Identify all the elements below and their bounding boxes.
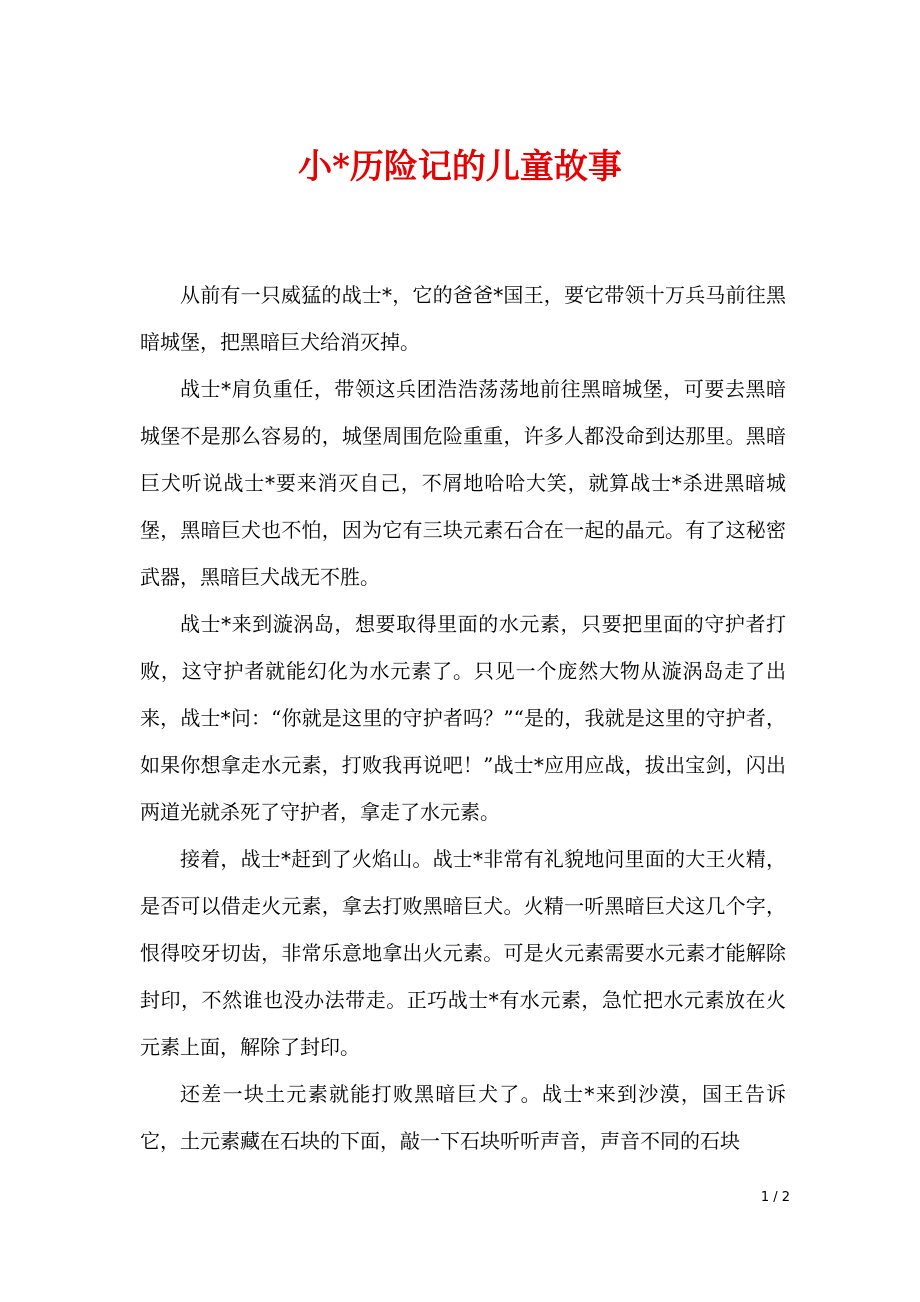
page-number: 1 / 2 <box>760 1190 790 1205</box>
document-body <box>140 272 786 1192</box>
document-title: 小*历险记的儿童故事 <box>298 147 622 187</box>
paragraph-3: 战士*来到漩涡岛，想要取得里面的水元素，只要把里面的守护者打败，这守护者就能幻化为水元素了。只见一个庞然大物从漩涡岛走了出来，战士*问：“你就是这里的守护者吗？”“是的，我就是这里的守护者，如果你想拿走水元素，打败我再说吧！”战士*应用应战，拔出宝剑，闪出两道光就杀死了守护者，拿走了水元素。 <box>140 612 786 824</box>
paragraph-1: 从前有一只威猛的战士*，它的爸爸*国王，要它带领十万兵马前往黑暗城堡，把黑暗巨犬给消灭掉。 <box>140 283 786 354</box>
paragraph-5: 还差一块土元素就能打败黑暗巨犬了。战士*来到沙漠，国王告诉它，土元素藏在石块的下面，敲一下石块听听声音，声音不同的石块 <box>140 1082 786 1153</box>
paragraph-2: 战士*肩负重任，带领这兵团浩浩荡荡地前往黑暗城堡，可要去黑暗城堡不是那么容易的，城堡周围危险重重，许多人都没命到达那里。黑暗巨犬听说战士*要来消灭自己，不屑地哈哈大笑，就算战士*杀进黑暗城堡，黑暗巨犬也不怕，因为它有三块元素石合在一起的晶元。有了这秘密武器，黑暗巨犬战无不胜。 <box>140 377 786 589</box>
paragraph-4: 接着，战士*赶到了火焰山。战士*非常有礼貌地问里面的大王火精，是否可以借走火元素，拿去打败黑暗巨犬。火精一听黑暗巨犬这几个字，恨得咬牙切齿，非常乐意地拿出火元素。可是火元素需要水元素才能解除封印，不然谁也没办法带走。正巧战士*有水元素，急忙把水元素放在火元素上面，解除了封印。 <box>140 847 786 1059</box>
